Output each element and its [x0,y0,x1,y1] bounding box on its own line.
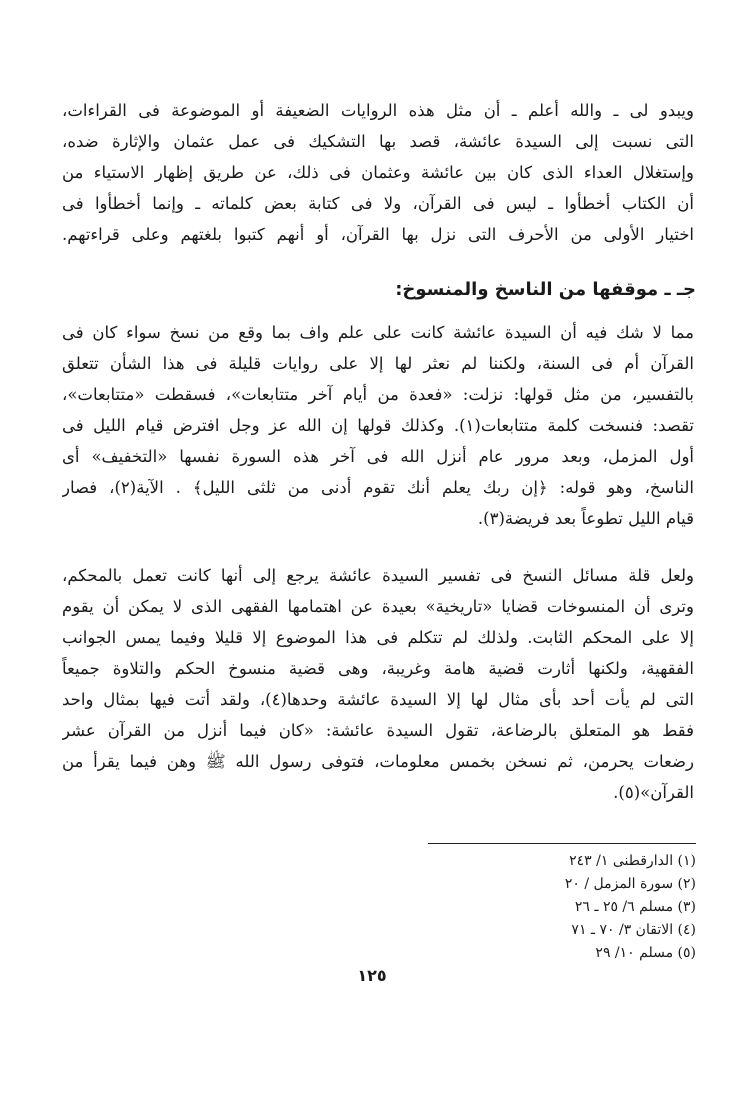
paragraph-3-line: فقط هو المتعلق بالرضاعة، تقول السيدة عائشة: «كان فيما أنزل من القرآن عشر [62,721,694,740]
paragraph-3-line: التى لم يأت أحد بأى مثال لها إلا السيدة عائشة وحدها(٤)، ولقد أتت فيها بمثال واحد [62,690,694,709]
paragraph-2-line: أول المزمل، وبعد مرور عام أنزل الله فى آخر هذه السورة نفسها «التخفيف» أى [62,447,694,466]
footnote: (٣) مسلم ٦/ ٢٥ ـ ٢٦ [574,899,696,915]
footnote: (٤) الاتقان ٣/ ٧٠ ـ ٧١ [571,922,696,938]
paragraph-2-line: تقصد: فنسخت كلمة متتابعات(١). وكذلك قولها إن الله عز وجل افترض قيام الليل فى [62,416,694,435]
footnote: (٥) مسلم ١٠/ ٢٩ [595,945,696,961]
paragraph-1-line: ويبدو لى ـ والله أعلم ـ أن مثل هذه الروايات الضعيفة أو الموضوعة فى القراءات، [62,101,694,120]
paragraph-1-line: اختيار الأولى من الأحرف التى نزل بها القرآن، أو أنهم كتبوا بلغتهم وعلى قراءتهم. [62,225,694,244]
paragraph-3-line: رضعات يحرمن، ثم نسخن بخمس معلومات، فتوفى رسول الله ﷺ وهن فيما يقرأ من [62,752,694,771]
paragraph-2-line: بالتفسير، من مثل قولها: نزلت: «فعدة من أيام آخر متتابعات»، فسقطت «متتابعات»، [62,385,694,404]
paragraph-3-line: القرآن»(٥). [613,783,694,802]
footnote: (٢) سورة المزمل / ٢٠ [564,876,696,892]
page-number: ١٢٥ [357,966,387,985]
paragraph-3-line: إلا على المحكم الثابت. ولذلك لم تتكلم فى هذا الموضوع إلا قليلا وفيما يمس الجوانب [62,628,694,647]
footnotes [396,850,696,965]
paragraph-1-line: وإستغلال العداء الذى كان بين عائشة وعثمان فى ذلك، عن طريق إظهار الاستياء من [62,163,694,182]
paragraph-1 [62,95,694,250]
paragraph-1-line: أن الكتاب أخطأوا ـ ليس فى القرآن، ولا فى كتابة بعض كلماته ـ وإنما أخطأوا فى [62,194,694,213]
paragraph-2-line: القرآن أم فى السنة، ولكننا لم نعثر لها إلا على روايات قليلة فى هذا الشأن تتعلق [62,354,694,373]
paragraph-3-line: ولعل قلة مسائل النسخ فى تفسير السيدة عائشة يرجع إلى أنها كانت تعمل بالمحكم، [62,566,694,585]
paragraph-1-line: التى نسبت إلى السيدة عائشة، قصد بها التشكيك فى عمل عثمان والإثارة ضده، [62,132,694,151]
paragraph-3 [62,560,694,808]
section-heading: جـ ـ موقفها من الناسخ والمنسوخ: [395,279,696,300]
paragraph-3-line: الفقهية، ولكنها أثارت قضية هامة وغريبة، وهى قضية منسوخ الحكم والتلاوة جميعاً [62,659,694,678]
paragraph-2-line: مما لا شك فيه أن السيدة عائشة كانت على علم واف بما وقع من نسخ سواء كان فى [62,323,694,342]
footnote: (١) الدارقطنى ١/ ٢٤٣ [569,853,696,869]
paragraph-2-line: قيام الليل تطوعاً بعد فريضة(٣). [477,509,694,528]
footnote-divider [428,843,696,844]
paragraph-3-line: وترى أن المنسوخات قضايا «تاريخية» بعيدة عن اهتمامها الفقهى الذى لا يمكن أن يقوم [62,597,694,616]
paragraph-2 [62,317,694,534]
paragraph-2-line: الناسخ، وهو قوله: ﴿إن ربك يعلم أنك تقوم أدنى من ثلثى الليل﴾ . الآية(٢)، فصار [62,478,694,497]
